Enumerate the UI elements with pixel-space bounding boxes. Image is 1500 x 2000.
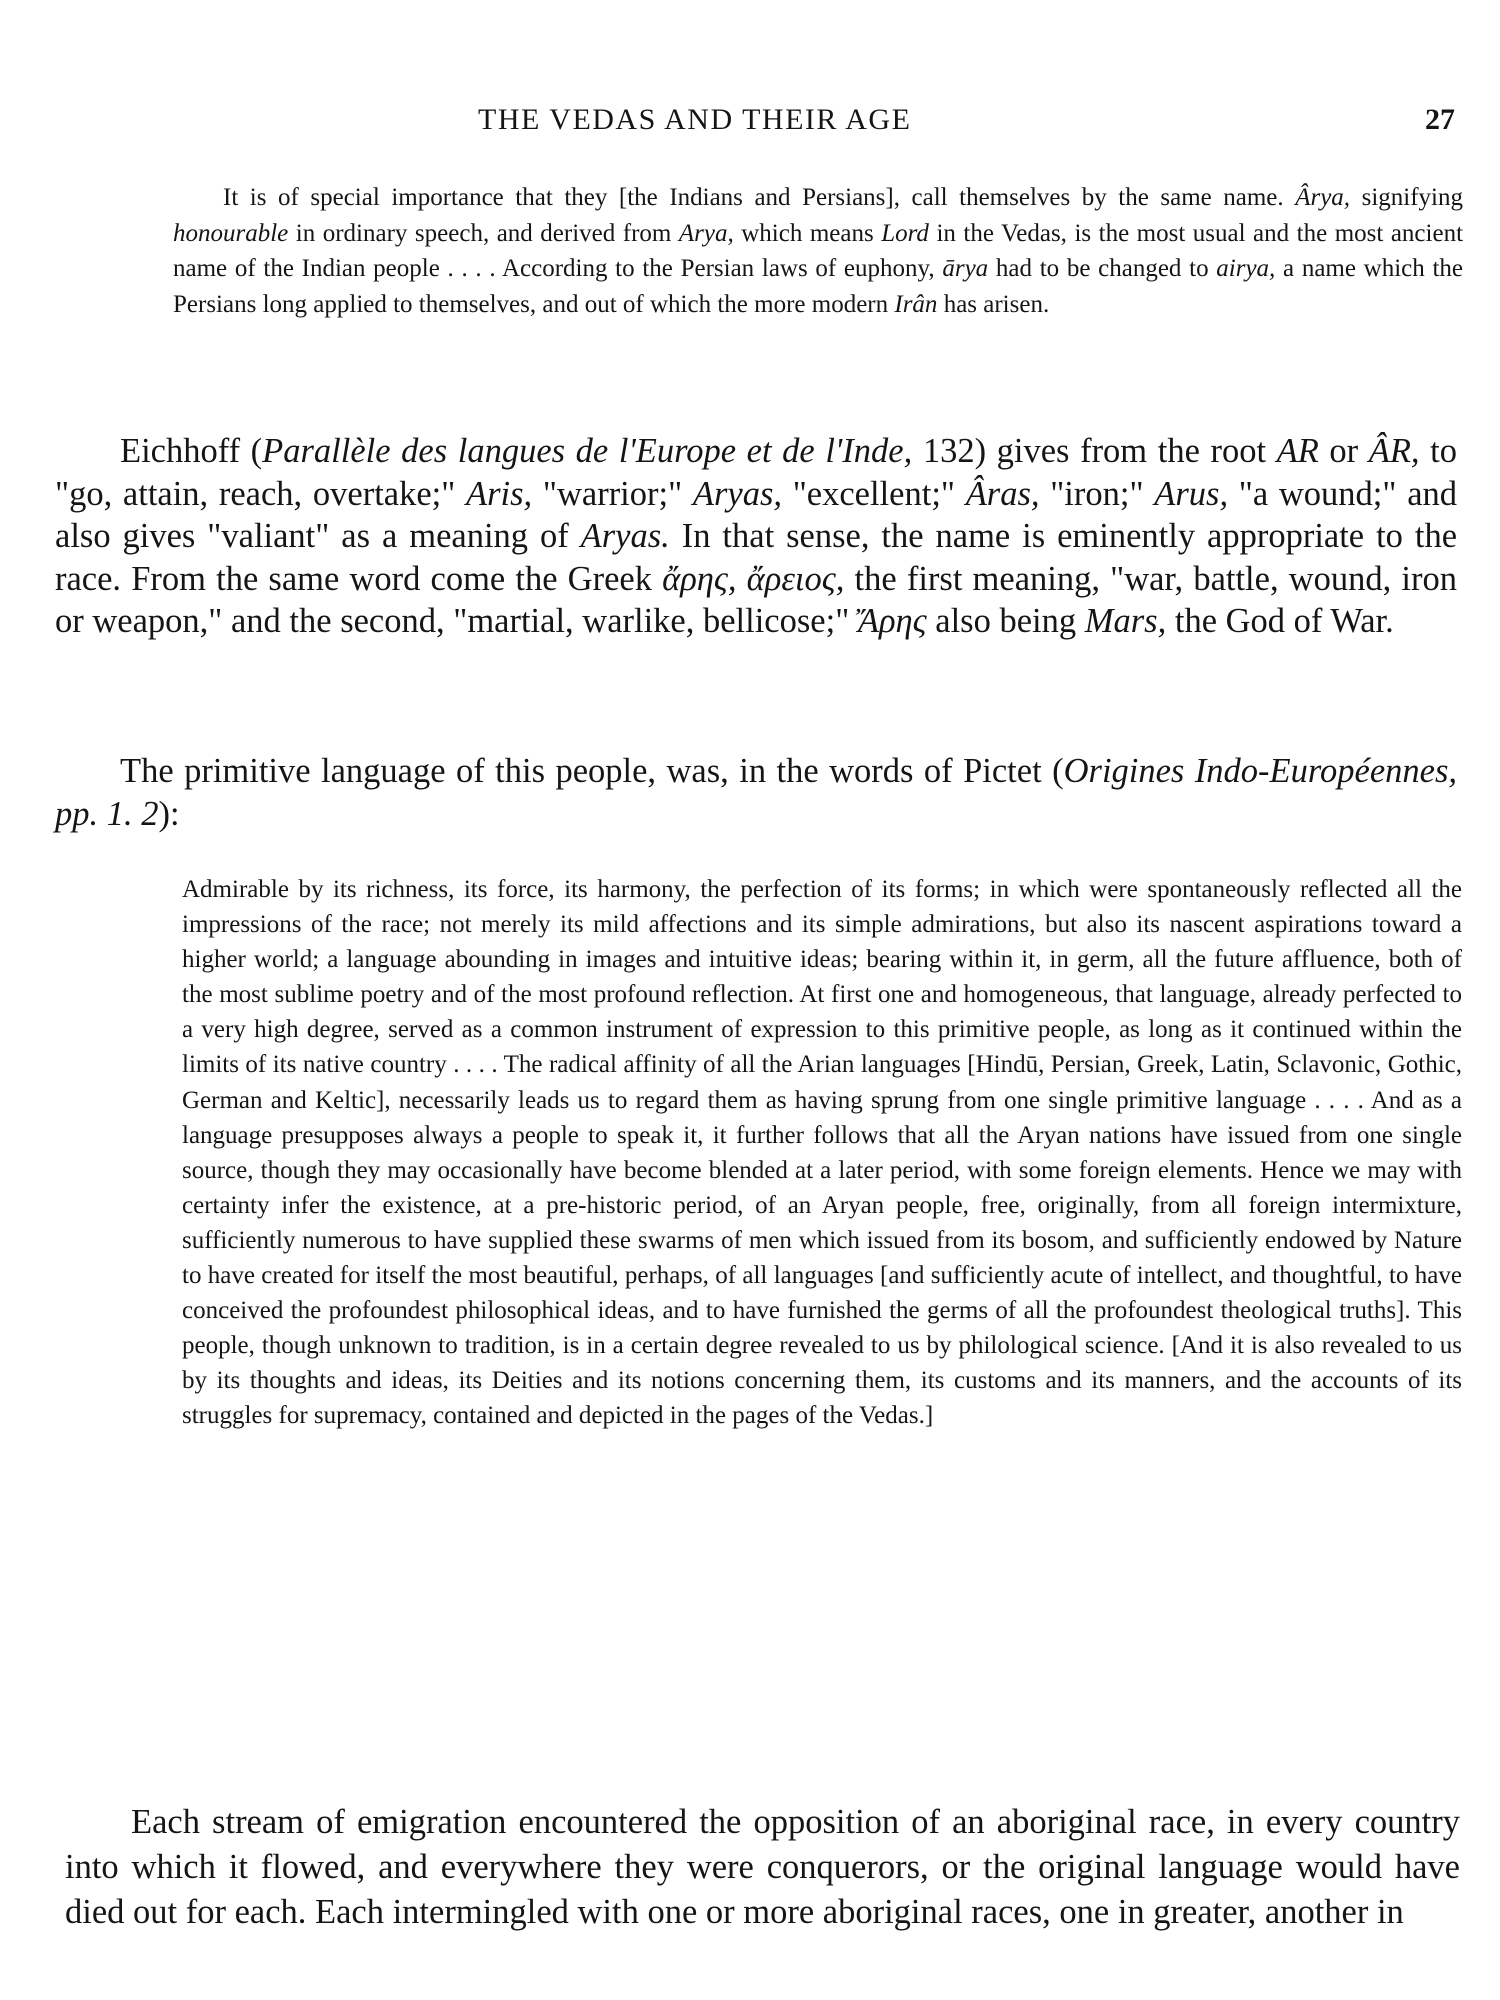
page-header (0, 100, 1500, 140)
paragraph-pictet: The primitive language of this people, was, in the words of Pictet (Origines Indo-Européennes, pp. 1. 2): (55, 752, 1457, 833)
block-quote-primitive-language: Admirable by its richness, its force, its harmony, the perfection of its forms; in which were spontaneously reflected all the impressions of the race; not merely its mild affections and its simple admirations, but also its nascent aspirations toward a higher world; a language abounding in images and intuitive ideas; bearing within it, in germ, all the future affluence, both of the most sublime poetry and of the most profound reflection. At first one and homogeneous, that language, already perfected to a very high degree, served as a common instrument of expression to this primitive people, as long as it continued within the limits of its native country . . . . The radical affinity of all the Arian languages [Hindū, Persian, Greek, Latin, Sclavonic, Gothic, German and Keltic], necessarily leads us to regard them as having sprung from one single primitive language . . . . And as a language presupposes always a people to speak it, it further follows that all the Aryan nations have issued from one single source, though they may occasionally have become blended at a later period, with some foreign elements. Hence we may with certainty infer the existence, at a pre-historic period, of an Aryan people, free, originally, from all foreign intermixture, sufficiently numerous to have supplied these swarms of men which issued from its bosom, and sufficiently endowed by Nature to have created for itself the most beautiful, perhaps, of all languages [and sufficiently acute of intellect, and thoughtful, to have conceived the profoundest philosophical ideas, and to have furnished the germs of all the profoundest theological truths]. This people, though unknown to tradition, is in a certain degree revealed to us by philological science. [And it is also revealed to us by its thoughts and ideas, its Deities and its notions concerning them, its customs and its manners, and the accounts of its struggles for supremacy, contained and depicted in the pages of the Vedas.] (182, 876, 1462, 1430)
running-title: THE VEDAS AND THEIR AGE (478, 103, 912, 136)
paragraph-eichhoff: Eichhoff (Parallèle des langues de l'Europe et de l'Inde, 132) gives from the root AR or ÂR, to "go, attain, reach, overtake;" Aris, "warrior;" Aryas, "excellent;" Âras, "iron;" Arus, "a wound;" and also gives "valiant" as a meaning of Aryas. In that sense, the name is eminently appropriate to the race. From the same word come the Greek ἄρης, ἄρειος, the first meaning, "war, battle, wound, iron or weapon," and the second, "martial, warlike, bellicose;" Ἄρης also being Mars, the God of War. (55, 432, 1458, 640)
paragraph-emigration: Each stream of emigration encountered the opposition of an aboriginal race, in every country into which it flowed, and everywhere they were conquerors, or the original language would have died out for each. Each intermingled with one or more aboriginal races, one in greater, another in (65, 1803, 1460, 1931)
page-number: 27 (1425, 103, 1455, 136)
block-quote-aryan-name: It is of special importance that they [the Indians and Persians], call themselves by the same name. Ârya, signifying honourable in ordinary speech, and derived from Arya, which means Lord in the Vedas, is the most usual and the most ancient name of the Indian people . . . . According to the Persian laws of euphony, ārya had to be changed to airya, a name which the Persians long applied to themselves, and out of which the more modern Irân has arisen. (173, 184, 1464, 318)
